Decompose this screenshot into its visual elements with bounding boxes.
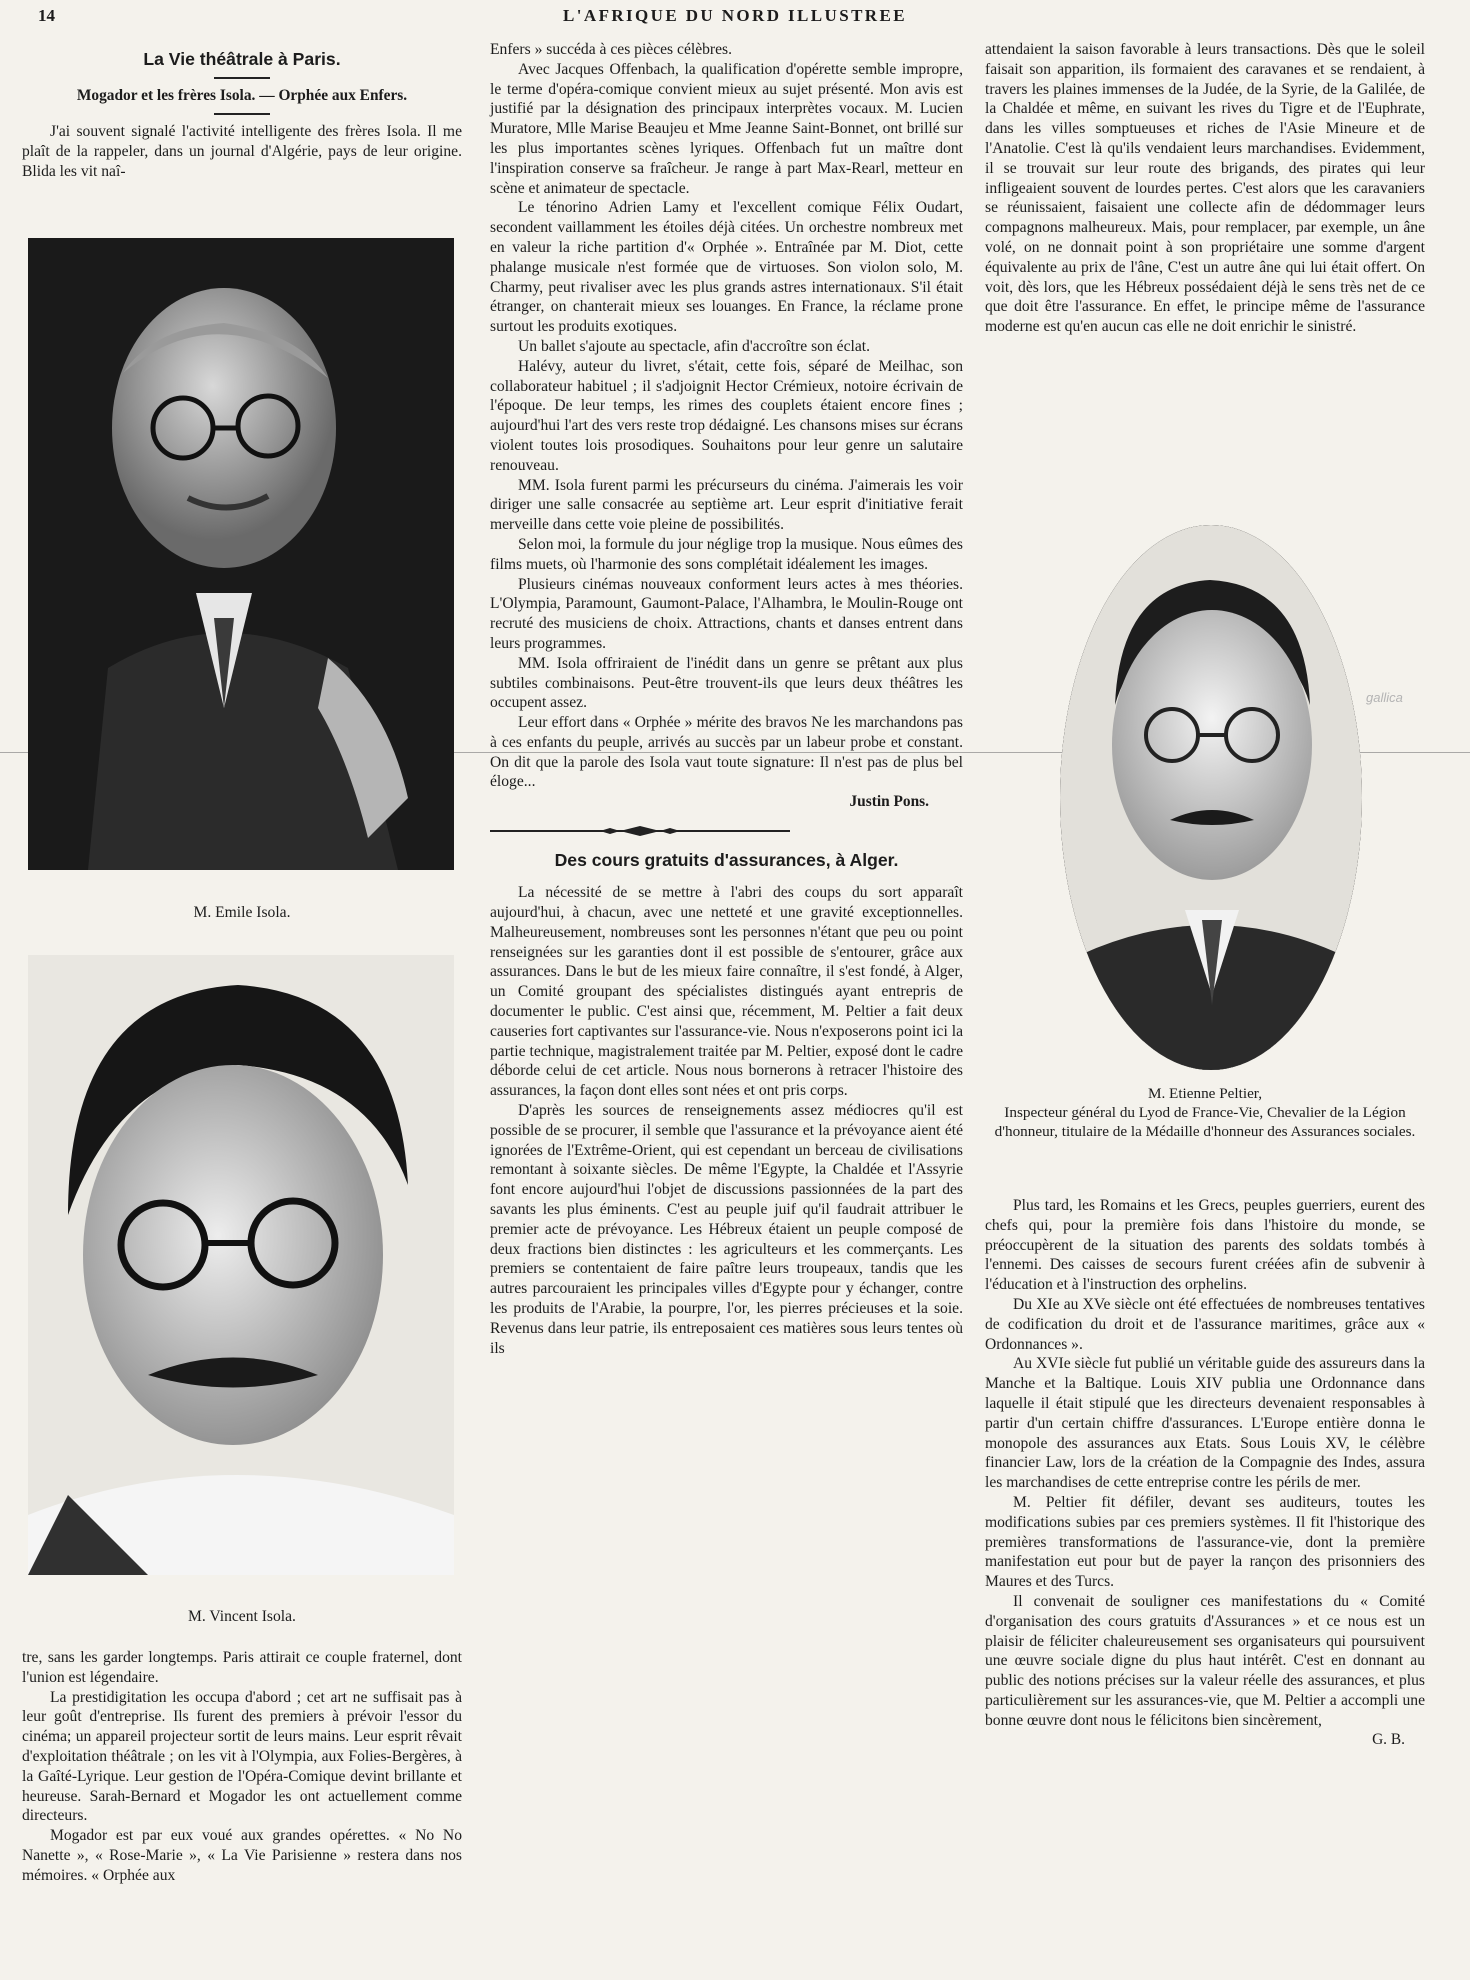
article-title-theatre: La Vie théâtrale à Paris. [143, 49, 341, 69]
signature-justin-pons: Justin Pons. [849, 793, 929, 811]
caption-emile: M. Emile Isola. [193, 904, 291, 921]
article-title-assurances: Des cours gratuits d'assurances, à Alger. [554, 850, 899, 871]
ornament-divider [490, 826, 790, 836]
title-rule [214, 77, 270, 79]
article2-col2 [490, 883, 963, 1358]
article2-col3-bottom [985, 1196, 1425, 1749]
paragraph: J'ai souvent signalé l'activité intelligente des frères Isola. Il me plaît de la rappeler, dans un journal d'Algérie, pays de leur origine. Blida les vit naî- [22, 123, 462, 180]
paragraph: MM. Isola offriraient de l'inédit dans un genre se prêtant aux plus subtiles combinaisons. Peut-être trouvent-ils que leurs deux théâtres les occupent assez. [490, 654, 963, 712]
article1-col2 [490, 40, 963, 792]
photo-emile-isola [28, 238, 454, 870]
article1-col1-top [22, 122, 462, 181]
column-3 [985, 40, 1425, 337]
column-2 [490, 40, 963, 1358]
peltier-caption-block [985, 1084, 1425, 1141]
paragraph: La nécessité de se mettre à l'abri des coups du sort apparaît aujourd'hui, à chacun, avec une netteté et une gravité exceptionnelles. Malheureusement, nombreuses sont les personnes n'étant que peu ou point renseignées sur les garanties dont il est possible de s'entourer, grâce aux assurances. Dans le but de les mieux faire connaître, il s'est fondé, à Alger, un Comité groupant des spécialistes distingués ayant entrepris de documenter le public. C'est ainsi que, récemment, M. Peltier a fait deux causeries fort captivantes sur l'assurance-vie. Nous n'exposerons point ici la partie technique, magistralement traitée par M. Peltier, exposé dont le cadre déborde celui de cet article. Nous nous bornerons à retracer l'histoire des assurances, la façon dont elles sont nées et ont pris corps. [490, 884, 963, 1100]
paragraph: Leur effort dans « Orphée » mérite des bravos Ne les marchandons pas à ces enfants du peuple, arrivés au succès par un labeur probe et constant. On dit que la parole des Isola vaut toute signature: Il n'est pas de plus bel éloge... [490, 714, 963, 791]
article-subtitle: Mogador et les frères Isola. — Orphée aux Enfers. [76, 87, 408, 104]
paragraph: Halévy, auteur du livret, s'était, cette fois, séparé de Meilhac, son collaborateur habituel ; il s'adjoignit Hector Crémieux, notoire écrivain de l'époque. De leur temps, les rimes des couplets étaient encore fines ; aujourd'hui l'art des vers reste trop dédaigné. Les chansons mises sur écrans violent toutes lois prosodiques. Souhaitons pour leur genre un salutaire renouveau. [490, 357, 963, 474]
paragraph: MM. Isola furent parmi les précurseurs du cinéma. J'aimerais les voir diriger une salle consacrée au septième art. Leur esprit d'initiative ferait merveille dans cette voie pleine de possibilités. [490, 476, 963, 534]
column-1 [22, 40, 462, 181]
paragraph: Enfers » succéda à ces pièces célèbres. [490, 41, 733, 58]
masthead: L'AFRIQUE DU NORD ILLUSTREE [563, 6, 907, 25]
paragraph: Le ténorino Adrien Lamy et l'excellent comique Félix Oudart, secondent vaillamment les étoiles déjà citées. Un orchestre nombreux met en valeur la riche partition d'« Orphée ». Entraînée par M. Diot, cette phalange musicale n'est formée que de virtuoses. Son violon solo, M. Charmy, peut rivaliser avec les plus grands astres internationaux. S'il était étranger, on chanterait mieux ses louanges. En France, la réclame prone surtout les produits exotiques. [490, 199, 963, 336]
paragraph: M. Peltier fit défiler, devant ses auditeurs, toutes les modifications subies par ces premiers systèmes. Il fit l'historique des premières transformations de l'assurance-vie, dont la première manifestation eut pour but de payer la rançon des prisonniers des Maures et des Turcs. [985, 1493, 1425, 1591]
gallica-watermark: gallica [1366, 690, 1403, 705]
subtitle-rule [214, 113, 270, 115]
paragraph: attendaient la saison favorable à leurs transactions. Dès que le soleil faisait son apparition, ils formaient des caravanes et se rendaient, à travers les plaines immenses de la Judée, de la Syrie, de la Galilée, de la Chaldée et même, en suivant les rives du Tigre et de l'Euphrate, dans les villes somptueuses et riches de l'Asie Mineure et de l'Anatolie. C'est là qu'ils vendaient leurs marchandises. Evidemment, il se trouvait sur leur route des brigands, des pirates qui leur infligeaient souvent de lourdes pertes. C'est alors que les caravaniers se réunissaient, faisaient une collecte afin de dédommager leurs compagnons malheureux. Mais, pour remplacer, par exemple, un âne volé, on ne donnait point à son propriétaire une somme d'argent équivalente au prix de l'âne, C'est un autre âne qui lui était offert. On voit, dès lors, que les Hébreux possédaient déjà le sens très net de ce que doit être l'assurance. En effet, le principe même de l'assurance moderne est qu'en aucun cas elle ne doit enrichir le sinistré. [985, 41, 1425, 336]
paragraph: Plusieurs cinémas nouveaux conforment leurs actes à mes théories. L'Olympia, Paramount, Gaumont-Palace, l'Alhambra, le Moulin-Rouge ont recruté des musiciens de choix. Attractions, chants et danses entrent dans leurs programmes. [490, 575, 963, 652]
paragraph: Il convenait de souligner ces manifestations du « Comité d'organisation des cours gratuits d'Assurances » et ce nous est un plaisir de féliciter chaleureusement ses organisateurs qui poursuivent une œuvre sociale digne du plus haut intérêt. C'est en donnant au public des notions précises sur la valeur réelle des assurances, et plus particulièrement sur les assurances-vie, que M. Peltier a accompli une bonne œuvre dont nous le félicitons bien sincèrement, [985, 1592, 1425, 1729]
caption-peltier-title: Inspecteur général du Lyod de France-Vie, Chevalier de la Légion d'honneur, titulaire de la Médaille d'honneur des Assurances sociales. [994, 1104, 1416, 1140]
photo-etienne-peltier [1060, 525, 1362, 1070]
caption-peltier-name: M. Etienne Peltier, [1147, 1085, 1263, 1102]
paragraph: La prestidigitation les occupa d'abord ; cet art ne suffisait pas à leur goût d'entreprise. Ils furent des premiers à prévoir l'essor du cinéma; un appareil projecteur sortit de leurs mains. Leur esprit rêvait d'exploitation théâtrale ; on les vit à l'Olympia, aux Folies-Bergères, à la Gaîté-Lyrique. Leur gestion de l'Opéra-Comique devint brillante et heureuse. Sarah-Bernard et Mogador les ont actuellement comme directeurs. [22, 1688, 462, 1825]
signature-gb: G. B. [1372, 1730, 1405, 1748]
paragraph: D'après les sources de renseignements assez médiocres qu'il est possible de se procurer, il semble que l'assurance et la prévoyance aient été ignorées de l'Extrême-Orient, qui est cependant un berceau de civilisations remontant à soixante siècles. De même l'Egypte, la Chaldée et l'Assyrie font encore aujourd'hui l'objet de discussions passionnées de la part des savants les plus éminents. C'est au peuple juif qu'il faudrait attribuer le premier acte de prévoyance. Les Hébreux étaient un peuple composé de deux fractions bien distinctes : les agriculteurs et les commerçants. Les premiers se contentaient de faire paître leurs troupeaux, tandis que les autres parcouraient les principales villes d'Egypte pour y échanger, contre les produits de l'Arabie, la pourpre, l'or, les pierres précieuses et la soie. Revenus dans leur patrie, ils entreposaient ces matières sous leurs tentes où ils [490, 1102, 963, 1357]
paragraph: Mogador est par eux voué aux grandes opérettes. « No No Nanette », « Rose-Marie », « La Vie Parisienne » restera dans nos mémoires. « Orphée aux [22, 1827, 462, 1884]
article2-col3-top [985, 40, 1425, 337]
paragraph: Plus tard, les Romains et les Grecs, peuples guerriers, eurent des chefs qui, pour la première fois dans l'histoire du monde, se préoccupèrent de la situation des parents des soldats tombés à l'ennemi. Des caisses de secours furent créées afin de subvenir à l'éducation et à l'instruction des orphelins. [985, 1197, 1425, 1294]
paragraph: Avec Jacques Offenbach, la qualification d'opérette semble impropre, le terme d'opéra-comique convient mieux au sujet présenté. Mon avis est justifié par la désignation des principaux interprètes vocaux. M. Lucien Muratore, Mlle Marise Beaujeu et Mme Jeanne Saint-Bonnet, ont brillé sur les plus importantes scènes lyriques. Offenbach fut un maître dont l'inspiration conserve sa fraîcheur. Je range à part Max-Rearl, metteur en scène et animateur de spectacle. [490, 60, 963, 197]
article1-col1-bottom [22, 1648, 462, 1886]
photo-vincent-isola [28, 955, 454, 1575]
caption-vincent: M. Vincent Isola. [188, 1608, 296, 1625]
page-header [0, 4, 1470, 28]
paragraph: Selon moi, la formule du jour néglige trop la musique. Nous eûmes des films muets, où l'harmonie des sons complétait idéalement les images. [490, 535, 963, 573]
page-number: 14 [38, 6, 55, 25]
paragraph: tre, sans les garder longtemps. Paris attirait ce couple fraternel, dont l'union est légendaire. [22, 1649, 462, 1686]
paragraph: Au XVIe siècle fut publié un véritable guide des assureurs dans la Manche et la Baltique. Louis XIV publia une Ordonnance dans laquelle il était stipulé que les directeurs devenaient responsables à partir d'un certain chiffre d'assurances. L'Europe entière donna le monopole des assurances aux Etats. Sous Louis XV, le célèbre financier Law, lors de la création de la Compagnie des Indes, assura les marchandises de cette entreprise contre les périls de mer. [985, 1355, 1425, 1492]
paragraph: Du XIe au XVe siècle ont été effectuées de nombreuses tentatives de codification du droit et de l'assurance maritimes, grâce aux « Ordonnances ». [985, 1295, 1425, 1353]
closing-signature-row [985, 1731, 1425, 1749]
paragraph: Un ballet s'ajoute au spectacle, afin d'accroître son éclat. [518, 337, 870, 355]
